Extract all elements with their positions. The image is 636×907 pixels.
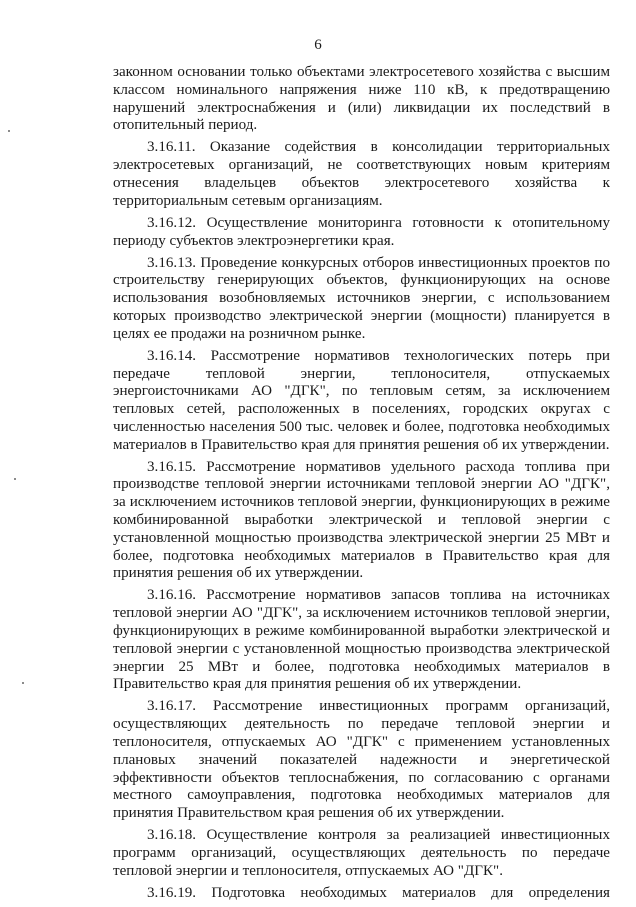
document-body	[113, 64, 610, 907]
paragraph-3-16-12: 3.16.12. Осуществление мониторинга готовности к отопительному периоду субъектов электроэнергетики края.	[113, 214, 610, 249]
paragraph-3-16-17: 3.16.17. Рассмотрение инвестиционных программ организаций, осуществляющих деятельность по передаче тепловой энергии и теплоносителя, отпускаемых АО "ДГК" с применением установленных плановых значений показателей надежности и энергетической эффективности объектов теплоснабжения, по согласованию с органами местного самоуправления, подготовка необходимых материалов для принятия Правительством края решения об их утверждении.	[113, 698, 610, 822]
paragraph-3-16-19: 3.16.19. Подготовка необходимых материалов для определения	[147, 884, 610, 901]
page-number: 6	[314, 37, 322, 53]
paragraph-3-16-13: 3.16.13. Проведение конкурсных отборов инвестиционных проектов по строительству генерирующих объектов, функционирующих на основе использования возобновляемых источников энергии, с использованием которых производство электрической энергии (мощности) планируется в целях ее продажи на розничном рынке.	[113, 254, 610, 342]
scan-speck	[14, 478, 16, 480]
paragraph-continuation: законном основании только объектами электросетевого хозяйства с высшим классом номинального напряжения ниже 110 кВ, к предотвращению нарушений электроснабжения и (или) ликвидации их последствий в отопительный период.	[113, 64, 610, 134]
paragraph-3-16-15: 3.16.15. Рассмотрение нормативов удельного расхода топлива при производстве тепловой энергии источниками тепловой энергии АО "ДГК", за исключением источников тепловой энергии, функционирующих в режиме комбинированной выработки электрической и тепловой энергии с установленной мощностью производства электрической энергии 25 МВт и более, подготовка необходимых материалов в Правительство края для принятия решения об их утверждении.	[113, 458, 610, 582]
scan-speck	[22, 682, 24, 684]
paragraph-3-16-18: 3.16.18. Осуществление контроля за реализацией инвестиционных программ организаций, осуществляющих деятельность по передаче тепловой энергии и теплоносителя, отпускаемых АО "ДГК".	[113, 827, 610, 879]
paragraph-3-16-16: 3.16.16. Рассмотрение нормативов запасов топлива на источниках тепловой энергии АО "ДГК", за исключением источников тепловой энергии, функционирующих в режиме комбинированной выработки электрической и тепловой энергии с установленной мощностью производства электрической энергии 25 МВт и более, подготовка необходимых материалов в Правительство края для принятия решения об их утверждении.	[113, 587, 610, 693]
scan-speck	[8, 130, 10, 132]
paragraph-3-16-11: 3.16.11. Оказание содействия в консолидации территориальных электросетевых организаций, не соответствующих новым критериям отнесения владельцев объектов электросетевого хозяйства к территориальным сетевым организациям.	[113, 139, 610, 209]
paragraph-3-16-14: 3.16.14. Рассмотрение нормативов технологических потерь при передаче тепловой энергии, теплоносителя, отпускаемых энергоисточниками АО "ДГК", по тепловым сетям, за исключением тепловых сетей, расположенных в поселениях, городских округах с численностью населения 500 тыс. человек и более, подготовка необходимых материалов в Правительство края для принятия решения об их утверждении.	[113, 347, 610, 453]
